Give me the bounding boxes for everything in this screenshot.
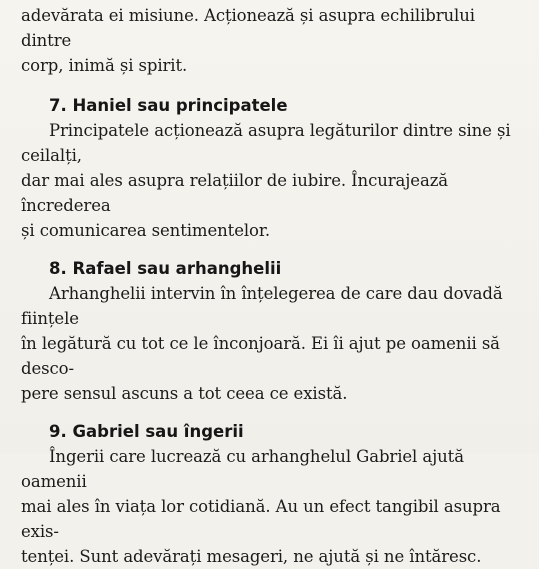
section-paragraph-haniel: [21, 118, 526, 243]
section-paragraph-rafael: [21, 281, 526, 406]
text-line: mai ales în viața lor cotidiană. Au un efect tangibil asupra exis-: [21, 497, 501, 541]
text-line: Arhanghelii intervin în înțelegerea de care dau dovadă ființele: [21, 284, 503, 328]
intro-paragraph: [21, 3, 526, 78]
section-heading-haniel: 7. Haniel sau principatele: [49, 96, 288, 115]
text-line: tenței. Sunt adevărați mesageri, ne ajută și ne întăresc.: [21, 547, 482, 566]
text-line: pere sensul ascuns a tot ceea ce există.: [21, 384, 348, 403]
section-paragraph-gabriel: [21, 444, 526, 569]
text-line: Principatele acționează asupra legăturilor dintre sine și ceilalți,: [21, 121, 511, 165]
text-line: în legătură cu tot ce le înconjoară. Ei îi ajut pe oamenii să desco-: [21, 334, 500, 378]
text-line: adevărata ei misiune. Acționează și asupra echilibrului dintre: [21, 6, 475, 50]
text-line: și comunicarea sentimentelor.: [21, 221, 270, 240]
section-heading-gabriel: 9. Gabriel sau îngerii: [49, 422, 244, 441]
text-line: dar mai ales asupra relațiilor de iubire. Încurajează încrederea: [21, 171, 449, 215]
page-content: [21, 3, 526, 569]
text-line: Îngerii care lucrează cu arhanghelul Gabriel ajută oamenii: [21, 447, 464, 491]
section-heading-rafael: 8. Rafael sau arhanghelii: [49, 259, 282, 278]
text-line: corp, inimă și spirit.: [21, 56, 188, 75]
